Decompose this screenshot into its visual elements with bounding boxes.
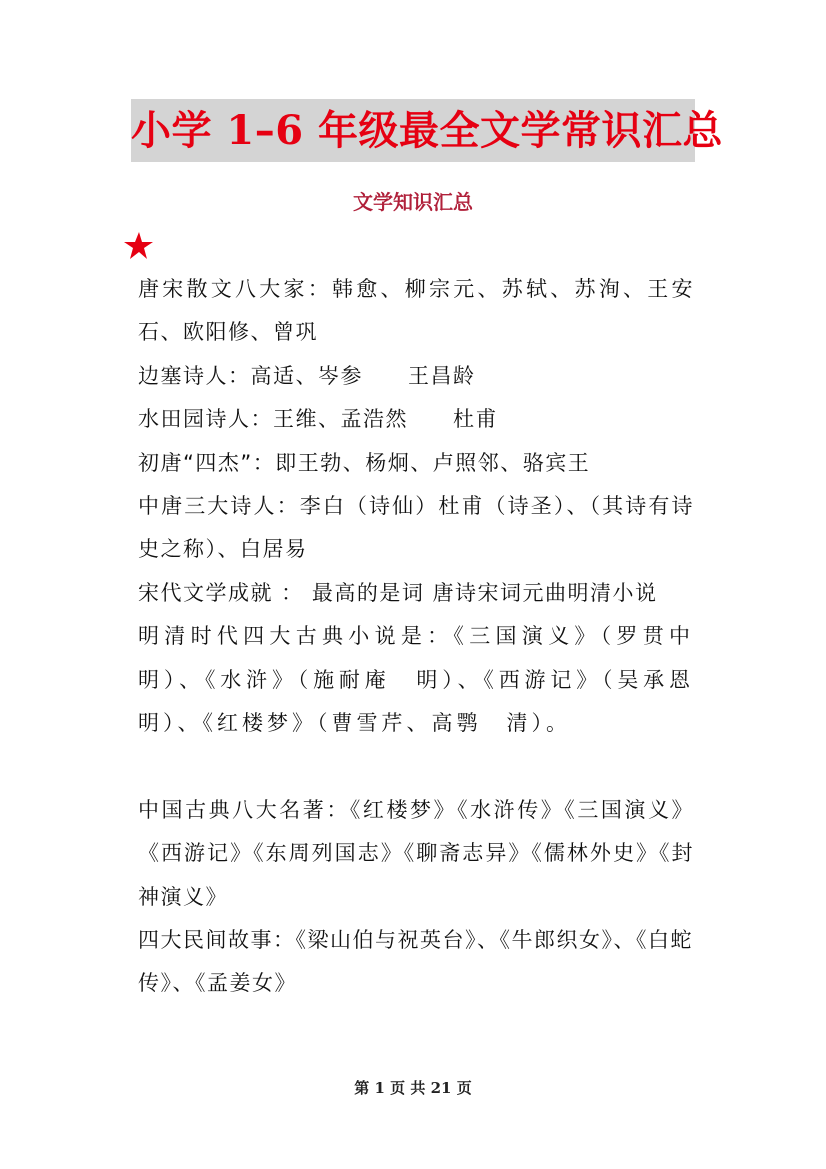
paragraph-pastoral-poets: 水田园诗人：王维、孟浩然 杜甫 [138, 407, 498, 432]
paragraph-three-great-poets: 中唐三大诗人：李白（诗仙）杜甫（诗圣）、（其诗有诗史之称）、白居易 [138, 494, 694, 562]
paragraph-early-tang-four: 初唐“四杰”：即王勃、杨炯、卢照邻、骆宾王 [138, 450, 591, 475]
paragraph-gap [138, 745, 694, 788]
paragraph-four-classic-novels: 明清时代四大古典小说是：《三国演义》（罗贯中 明）、《水浒》（施耐庵 明）、《西游记》（吴承恩 明）、《红楼梦》（曹雪芹、高鹗 清）。 [138, 624, 719, 736]
section-subtitle: 文学知识汇总 [353, 190, 473, 214]
page-footer: 第 1 页 共 21 页 [354, 1079, 472, 1097]
paragraph-eight-masterpieces: 中国古典八大名著：《红楼梦》《水浒传》《三国演义》《西游记》《东周列国志》《聊斋志异》《儒林外史》《封神演义》 [138, 797, 694, 909]
red-star-icon [121, 228, 157, 264]
paragraph-frontier-poets: 边塞诗人：高适、岑参 王昌龄 [138, 363, 476, 388]
paragraph-tang-song-eight-masters: 唐宋散文八大家：韩愈、柳宗元、苏轼、苏洵、王安石、欧阳修、曾巩 [138, 277, 694, 345]
paragraph-song-achievement: 宋代文学成就 ： 最高的是词 唐诗宋词元曲明清小说 [138, 580, 658, 605]
body-content [138, 268, 719, 1006]
paragraph-four-folk-tales: 四大民间故事：《梁山伯与祝英台》、《牛郎织女》、《白蛇传》、《孟姜女》 [138, 928, 693, 996]
page-title: 小学 1–6 年级最全文学常识汇总 [131, 107, 724, 154]
